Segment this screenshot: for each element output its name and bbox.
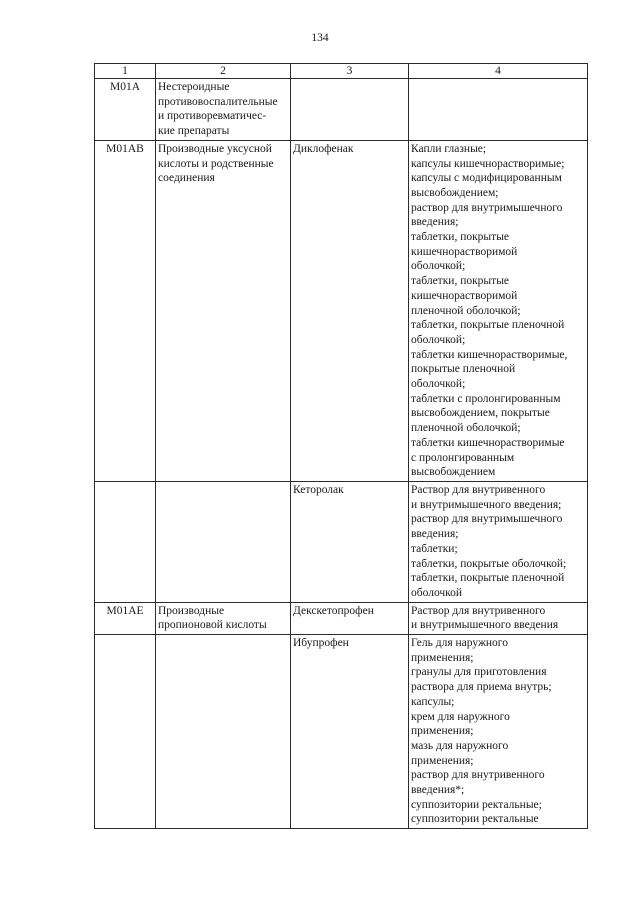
drug-cell: Кеторолак	[291, 481, 409, 602]
table-row	[95, 635, 588, 829]
atc-code-cell: M01A	[95, 79, 156, 141]
group-cell: Производные пропионовой кислоты	[156, 602, 291, 634]
atc-code-cell	[95, 635, 156, 829]
table-row	[95, 140, 588, 481]
drug-table	[94, 63, 588, 829]
table-row	[95, 602, 588, 634]
drug-cell: Ибупрофен	[291, 635, 409, 829]
dosage-forms-cell	[409, 79, 588, 141]
atc-code-cell	[95, 481, 156, 602]
table-row	[95, 481, 588, 602]
group-cell: Производные уксусной кислоты и родственные соединения	[156, 140, 291, 481]
group-cell	[156, 481, 291, 602]
atc-code-cell: M01AE	[95, 602, 156, 634]
page-number: 134	[311, 32, 329, 44]
column-header: 4	[409, 64, 588, 79]
dosage-forms-cell: Гель для наружного применения; гранулы для приготовления раствора для приема внутрь; капсулы; крем для наружного применения; мазь для наружного применения; раствор для внутривенного введения*; суппозитории ректальные; суппозитории ректальные	[409, 635, 588, 829]
drug-cell	[291, 79, 409, 141]
table-header-row	[95, 64, 588, 79]
column-header: 1	[95, 64, 156, 79]
atc-code-cell: M01AB	[95, 140, 156, 481]
table-row	[95, 79, 588, 141]
drug-cell: Диклофенак	[291, 140, 409, 481]
dosage-forms-cell: Раствор для внутривенного и внутримышечного введения; раствор для внутримышечного введения; таблетки; таблетки, покрытые оболочкой; таблетки, покрытые пленочной оболочкой	[409, 481, 588, 602]
dosage-forms-cell: Раствор для внутривенного и внутримышечного введения	[409, 602, 588, 634]
group-cell	[156, 635, 291, 829]
group-cell: Нестероидные противовоспалительные и противоревматичес- кие препараты	[156, 79, 291, 141]
column-header: 2	[156, 64, 291, 79]
column-header: 3	[291, 64, 409, 79]
dosage-forms-cell: Капли глазные; капсулы кишечнорастворимые; капсулы с модифицированным высвобождением; раствор для внутримышечного введения; таблетки, покрытые кишечнорастворимой оболочкой; таблетки, покрытые кишечнорастворимой пленочной оболочкой; таблетки, покрытые пленочной оболочкой; таблетки кишечнорастворимые, покрытые пленочной оболочкой; таблетки с пролонгированным высвобождением, покрытые пленочной оболочкой; таблетки кишечнорастворимые с пролонгированным высвобождением	[409, 140, 588, 481]
drug-cell: Декскетопрофен	[291, 602, 409, 634]
